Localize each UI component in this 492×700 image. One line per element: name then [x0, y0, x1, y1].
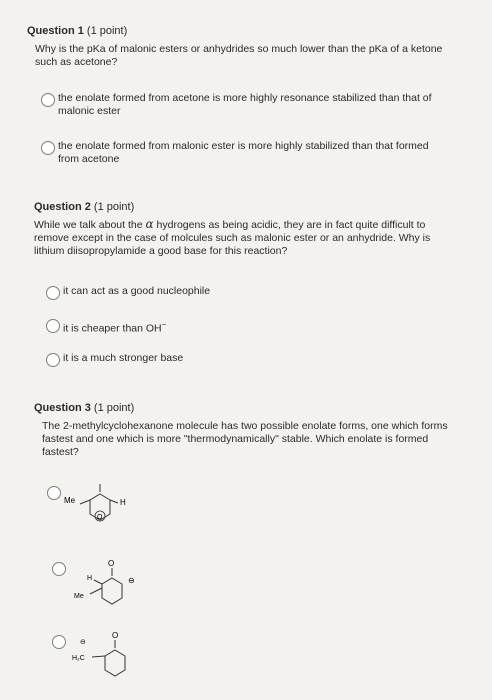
- structure-1: [62, 478, 142, 540]
- question-2-points: (1 point): [93, 201, 135, 213]
- structure-2: [70, 558, 150, 618]
- question-3-label: Question 3: [34, 402, 91, 414]
- question-1-prompt: Why is the pKa of malonic esters or anhydrides so much lower than the pKa of a ketone such as acetone?: [35, 43, 443, 68]
- question-3: [34, 402, 454, 459]
- q2-option-1-text: it can act as a good nucleophile: [63, 285, 211, 297]
- q1-option-1-text: the enolate formed from acetone is more highly resonance stabilized than that of malonic ester: [58, 92, 432, 117]
- carbanion-charge: ⊖: [128, 576, 135, 585]
- methyl-bond: [80, 500, 90, 504]
- q3-option-2-radio[interactable]: [52, 562, 66, 576]
- q1-option-1[interactable]: [41, 92, 448, 118]
- oxygen-label: O: [108, 559, 115, 568]
- option-text: it is cheaper than OH: [63, 322, 162, 335]
- question-1-points: (1 point): [86, 25, 128, 37]
- methyl-bond: [90, 588, 102, 594]
- radio-button[interactable]: [46, 319, 60, 333]
- h-bond: [110, 500, 118, 503]
- methylene-bond: [92, 656, 105, 657]
- q2-option-3-text: it is a much stronger base: [63, 352, 184, 364]
- prompt-text: hydrogens as being acidic, they are in fact quite difficult to remove except in the case of molcules such as malonic ester or an anhydride. Why is lithium diisopropylamide a good base for this reaction?: [34, 219, 431, 257]
- h-bond: [94, 580, 102, 584]
- radio-button[interactable]: [46, 353, 60, 367]
- q3-option-1-radio[interactable]: [47, 486, 61, 500]
- question-2-title: [34, 201, 454, 213]
- question-3-prompt: The 2-methylcyclohexanone molecule has two possible enolate forms, one which forms fastest and one which is more "thermodynamically" stable. Which enolate is formed fastest?: [42, 420, 448, 458]
- oxygen-label: O: [97, 514, 103, 521]
- radio-button[interactable]: [46, 286, 60, 300]
- negative-charge: −: [161, 320, 167, 329]
- methyl-label: Me: [64, 496, 76, 505]
- q2-option-2-text: [63, 318, 166, 336]
- question-1-title: [27, 25, 467, 37]
- methyl-label: Me: [74, 593, 84, 600]
- methylene-label: H₂C: [72, 655, 85, 662]
- prompt-text: While we talk about the: [34, 219, 143, 231]
- hydrogen-label: H: [120, 498, 126, 507]
- oxygen-label: O: [112, 631, 119, 640]
- structure-3: [70, 630, 150, 692]
- alpha-symbol: α: [145, 217, 154, 231]
- question-3-points: (1 point): [93, 402, 135, 414]
- q2-option-2[interactable]: [46, 318, 166, 336]
- hydrogen-label: H: [87, 575, 93, 582]
- q1-option-2[interactable]: [41, 140, 448, 166]
- q3-option-3-radio[interactable]: [52, 635, 66, 649]
- ring: [102, 578, 122, 604]
- question-2: [34, 201, 454, 258]
- question-1-label: Question 1: [27, 25, 84, 37]
- question-1: [27, 25, 467, 69]
- q1-option-2-text: the enolate formed from malonic ester is more highly stabilized than that formed from acetone: [58, 140, 429, 165]
- carbanion-charge: ⊖: [80, 638, 86, 646]
- q2-option-3[interactable]: [46, 352, 183, 367]
- question-3-title: [34, 402, 454, 414]
- question-2-label: Question 2: [34, 201, 91, 213]
- q2-option-1[interactable]: [46, 285, 210, 300]
- ring: [105, 650, 125, 676]
- radio-button[interactable]: [41, 93, 55, 107]
- question-2-prompt: [34, 218, 454, 258]
- radio-button[interactable]: [41, 141, 55, 155]
